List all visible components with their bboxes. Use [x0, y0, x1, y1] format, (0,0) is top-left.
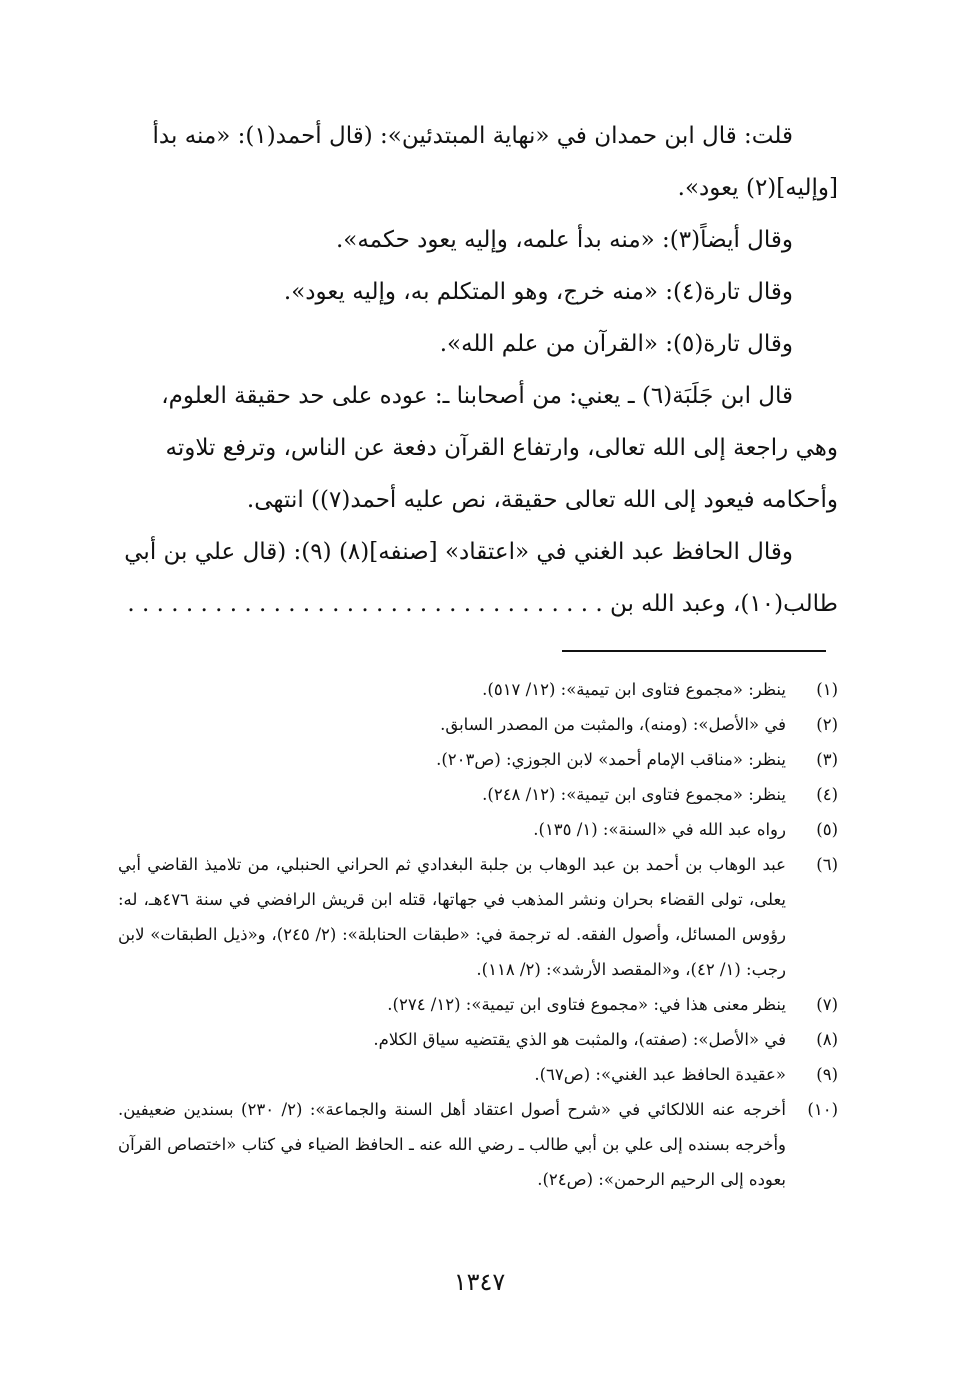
- footnote-text: «عقيدة الحافظ عبد الغني»: (ص٦٧).: [534, 1065, 786, 1084]
- paragraph-1-line-1: قلت: قال ابن حمدان في «نهاية المبتدئين»: (قال أحمد(١): «منه بدأ: [152, 123, 793, 149]
- footnote-3: [118, 742, 838, 777]
- footnote-text: ينظر: «مجموع فتاوى ابن تيمية»: (١٢/ ٥١٧).: [482, 680, 786, 699]
- paragraph-2: وقال أيضاً(٣): «منه بدأ علمه، وإليه يعود حكمه».: [335, 227, 793, 253]
- paragraph-6-line-1: وقال الحافظ عبد الغني في «اعتقاد» [صنفه](٨) (٩): (قال علي بن أبي: [124, 539, 793, 565]
- footnote-divider: [562, 650, 826, 652]
- footnote-number: (٥): [816, 820, 838, 839]
- footnote-text: في «الأصل»: (ومنه)، والمثبت من المصدر السابق.: [440, 715, 786, 734]
- paragraph-1-line-2: [وإليه](٢) يعود».: [677, 175, 838, 201]
- footnote-6: [118, 847, 838, 987]
- footnote-number: (٢): [816, 715, 838, 734]
- footnote-number: (٨): [816, 1030, 838, 1049]
- footnote-7: [118, 987, 838, 1022]
- paragraph-5-line-1: قال ابن جَلَبَة(٦) ـ يعني: من أصحابنا ـ: عوده على حد حقيقة العلوم،: [161, 383, 793, 409]
- footnote-10: [118, 1092, 838, 1197]
- footnote-1: [118, 672, 838, 707]
- footnote-text: أخرجه عنه اللالكائي في «شرح أصول اعتقاد أهل السنة والجماعة»: (٢/ ٢٣٠) بسندين ضعيفين. وأخرجه بسنده إلى علي بن أبي طالب ـ رضي الله عنه ـ الحافظ الضياء في كتاب «اختصاص القرآن بعوده إلى الرحيم الرحمن»: (ص٢٤).: [118, 1100, 786, 1189]
- paragraph-5-line-2: وهي راجعة إلى الله تعالى، وارتفاع القرآن دفعة عن الناس، وترفع تلاوته: [165, 435, 838, 461]
- paragraph-5-line-3: وأحكامه فيعود إلى الله تعالى حقيقة، نص عليه أحمد(٧)) انتهى.: [246, 487, 838, 513]
- footnote-text: عبد الوهاب بن أحمد بن عبد الوهاب بن جلبة البغدادي ثم الحراني الحنبلي، من تلاميذ القاضي أبي يعلى، تولى القضاء بحران ونشر المذهب في جهاتها، قتله ابن قريش الرافضي في سنة ٤٧٦هـ، له: رؤوس المسائل، وأصول الفقه. له ترجمة في: «طبقات الحنابلة»: (٢/ ٢٤٥)، و«ذيل الطبقات» لابن رجب: (١/ ٤٢)، و«المقصد الأرشد»: (٢/ ١١٨).: [118, 855, 787, 979]
- footnote-number: (١٠): [807, 1100, 838, 1119]
- footnote-number: (٦): [816, 855, 838, 874]
- page-number: ١٣٤٧: [453, 1268, 506, 1296]
- footnotes: [118, 672, 838, 1197]
- paragraph-3: وقال تارة(٤): «منه خرج، وهو المتكلم به، وإليه يعود».: [283, 279, 793, 305]
- footnote-number: (١): [816, 680, 838, 699]
- footnote-2: [118, 707, 838, 742]
- paragraph-6-line-2: طالب(١٠)، وعبد الله بن . . . . . . . . . . . . . . . . . . . . . . . . . . . . . . . . .: [127, 591, 838, 617]
- footnote-text: ينظر: «مناقب الإمام أحمد» لابن الجوزي: (ص٢٠٣).: [436, 750, 786, 769]
- footnote-8: [118, 1022, 838, 1057]
- paragraph-4: وقال تارة(٥): «القرآن من علم الله».: [439, 331, 793, 357]
- footnote-4: [118, 777, 838, 812]
- footnote-text: ينظر معنى هذا في: «مجموع فتاوى ابن تيمية»: (١٢/ ٢٧٤).: [387, 995, 786, 1014]
- footnote-number: (٩): [816, 1065, 838, 1084]
- footnote-9: [118, 1057, 838, 1092]
- footnote-text: ينظر: «مجموع فتاوى ابن تيمية»: (١٢/ ٢٤٨).: [482, 785, 786, 804]
- footnote-text: في «الأصل»: (صفته)، والمثبت هو الذي يقتضيه سياق الكلام.: [373, 1030, 786, 1049]
- main-text: [118, 110, 838, 630]
- footnote-text: رواه عبد الله في «السنة»: (١/ ١٣٥).: [533, 820, 786, 839]
- footnote-5: [118, 812, 838, 847]
- footnote-number: (٤): [816, 785, 838, 804]
- footnote-number: (٧): [816, 995, 838, 1014]
- footnote-number: (٣): [816, 750, 838, 769]
